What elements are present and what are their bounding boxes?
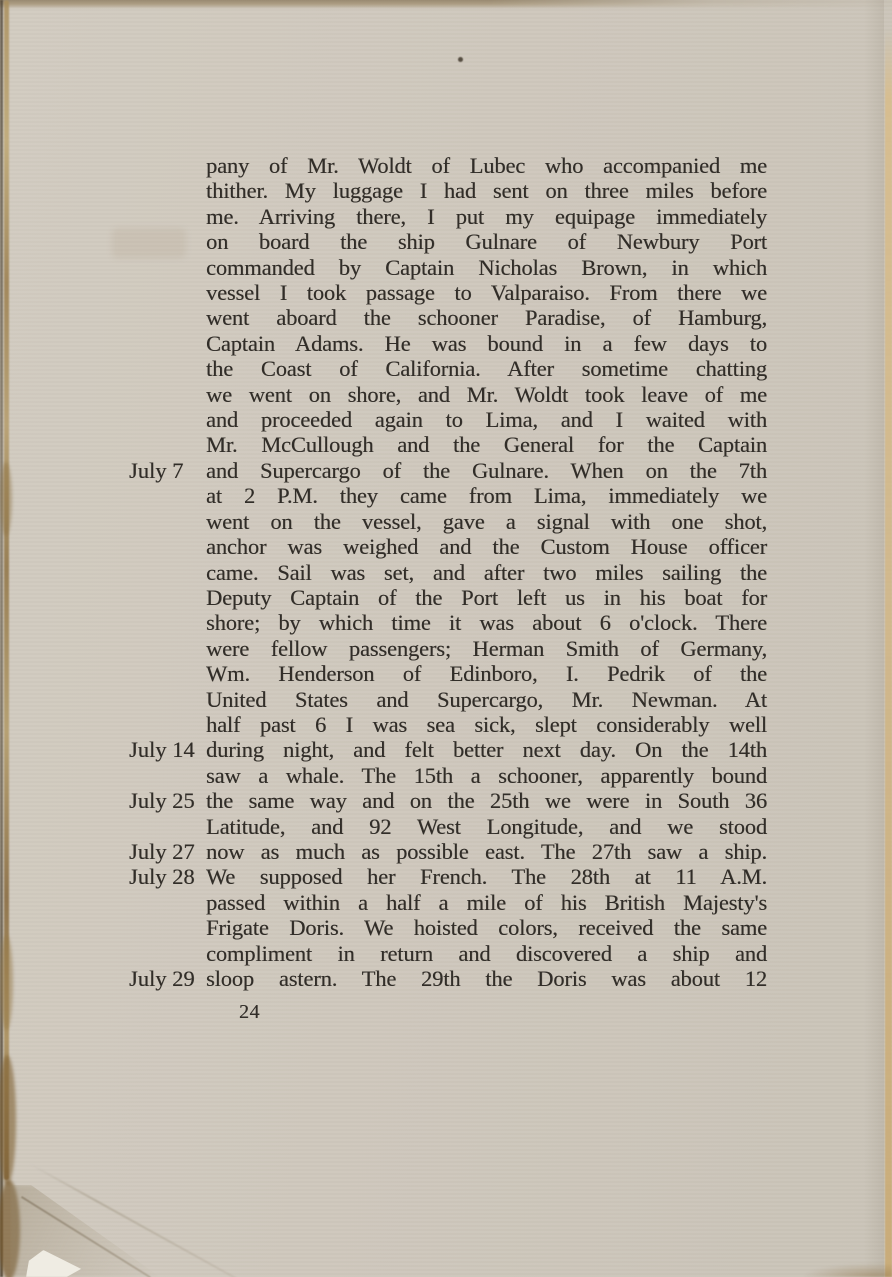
text-line <box>129 457 767 483</box>
text-line-content: on board the ship Gulnare of Newbury Port <box>206 229 767 255</box>
text-line <box>129 864 767 890</box>
margin-date: July 29 <box>129 966 195 991</box>
margin-date: July 27 <box>129 838 195 864</box>
page-text-block <box>129 153 767 991</box>
text-line <box>206 941 767 966</box>
text-line-content: sloop astern. The 29th the Doris was about 12 <box>206 966 767 991</box>
bottom-right-edge-smudge <box>802 1263 892 1277</box>
text-line <box>206 178 767 203</box>
text-line <box>206 483 767 508</box>
faint-paper-stain <box>112 228 186 258</box>
text-line <box>206 255 767 280</box>
paper-speck <box>458 57 463 62</box>
text-line-content: half past 6 I was sea sick, slept considerably well <box>206 711 767 737</box>
text-line <box>206 687 767 712</box>
text-line-content: pany of Mr. Woldt of Lubec who accompanied me <box>206 153 767 178</box>
text-line <box>206 534 767 559</box>
margin-date: July 14 <box>129 737 195 763</box>
text-line <box>129 966 767 991</box>
margin-date: July 25 <box>129 788 195 814</box>
right-page-edge-stripe <box>885 28 892 1277</box>
margin-date: July 7 <box>129 457 184 483</box>
text-line-content: Deputy Captain of the Port left us in his boat for <box>206 584 767 610</box>
text-line <box>206 890 767 915</box>
text-line <box>206 915 767 940</box>
left-edge-stain-blob <box>0 935 13 1030</box>
text-line-content: went aboard the schooner Paradise, of Hamburg, <box>206 305 767 331</box>
text-line-content: Frigate Doris. We hoisted colors, received the same <box>206 915 767 941</box>
text-line-content: We supposed her French. The 28th at 11 A.M. <box>206 864 767 890</box>
text-line <box>129 788 767 814</box>
top-page-edge-shadow <box>0 0 892 9</box>
text-line-content: and Supercargo of the Gulnare. When on the 7th <box>206 457 767 483</box>
text-line <box>206 229 767 254</box>
text-line-content: the same way and on the 25th we were in South 36 <box>206 788 767 814</box>
text-line-content: Mr. McCullough and the General for the Captain <box>206 432 767 458</box>
margin-date: July 28 <box>129 864 195 890</box>
text-line-content: commanded by Captain Nicholas Brown, in which <box>206 254 767 280</box>
text-line-content: saw a whale. The 15th a schooner, apparently bound <box>206 762 767 788</box>
text-line <box>206 560 767 585</box>
text-line <box>206 585 767 610</box>
text-line-content: United States and Supercargo, Mr. Newman. At <box>206 686 767 712</box>
text-line <box>206 432 767 457</box>
text-line <box>206 509 767 534</box>
text-line-content: came. Sail was set, and after two miles sailing the <box>206 559 767 585</box>
text-line <box>129 838 767 864</box>
text-line <box>206 661 767 686</box>
page-number: 24 <box>239 1001 260 1023</box>
left-edge-stain-blob <box>0 1055 16 1185</box>
text-line <box>206 382 767 407</box>
text-line <box>206 636 767 661</box>
text-line <box>206 153 767 178</box>
text-line-content: were fellow passengers; Herman Smith of Germany, <box>206 635 767 661</box>
text-line-content: Captain Adams. He was bound in a few days to <box>206 330 767 356</box>
text-line-content: Latitude, and 92 West Longitude, and we stood <box>206 813 767 839</box>
text-line-content: we went on shore, and Mr. Woldt took leave of me <box>206 381 767 407</box>
text-line-content: passed within a half a mile of his British Majesty's <box>206 889 767 915</box>
text-line-content: during night, and felt better next day. On the 14th <box>206 737 767 763</box>
text-line-content: vessel I took passage to Valparaiso. From there we <box>206 280 767 306</box>
text-line <box>206 204 767 229</box>
left-edge-stain-blob <box>0 462 12 536</box>
text-line-content: went on the vessel, gave a signal with one shot, <box>206 508 767 534</box>
text-line <box>206 712 767 737</box>
text-line-content: compliment in return and discovered a ship and <box>206 940 767 966</box>
right-page-edge-shadow <box>864 0 884 1277</box>
text-line <box>206 814 767 839</box>
text-line <box>206 331 767 356</box>
text-line-content: thither. My luggage I had sent on three miles before <box>206 178 767 204</box>
text-line <box>206 763 767 788</box>
text-line-content: me. Arriving there, I put my equipage immediately <box>206 203 767 229</box>
text-line <box>206 407 767 432</box>
text-line <box>206 356 767 381</box>
text-line-content: the Coast of California. After sometime chatting <box>206 356 767 382</box>
text-line <box>206 610 767 635</box>
text-line <box>206 305 767 330</box>
text-line-content: Wm. Henderson of Edinboro, I. Pedrik of the <box>206 661 767 687</box>
text-line-content: and proceeded again to Lima, and I waited with <box>206 407 767 433</box>
text-line-content: anchor was weighed and the Custom House officer <box>206 534 767 560</box>
text-line <box>129 737 767 763</box>
text-line <box>206 280 767 305</box>
text-line-content: at 2 P.M. they came from Lima, immediately we <box>206 483 767 509</box>
text-line-content: shore; by which time it was about 6 o'clock. There <box>206 610 767 636</box>
text-line-content: now as much as possible east. The 27th saw a ship. <box>206 838 767 864</box>
